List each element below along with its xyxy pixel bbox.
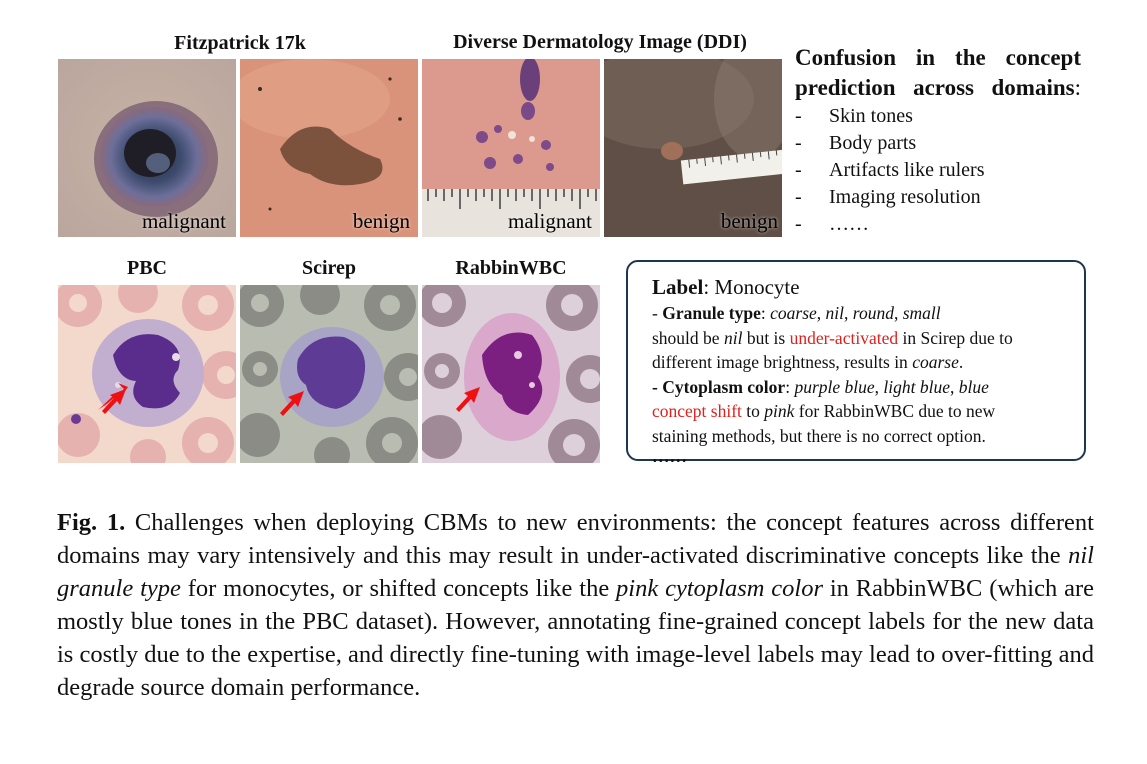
text: pink <box>764 401 795 421</box>
option: nil <box>825 303 845 323</box>
cytoplasm-color-line <box>652 375 1074 400</box>
label-key: Label <box>652 275 704 299</box>
pbc-title: PBC <box>127 257 167 279</box>
option: blue <box>958 376 989 397</box>
figure-caption <box>57 506 1094 704</box>
confusion-heading-text: Confusion in the concept prediction across domains <box>795 45 1081 100</box>
list-item: - …… <box>795 211 1095 238</box>
list-item: - Body parts <box>795 130 1095 157</box>
concept-shift-highlight: concept shift <box>652 401 742 421</box>
sep: , <box>893 303 903 323</box>
tile-label: benign <box>352 209 410 233</box>
box-ellipsis: …… <box>652 446 687 466</box>
text: for RabbinWBC due to new <box>794 401 996 421</box>
tile-label: malignant <box>508 209 592 233</box>
blood-image-rabbinwbc <box>422 285 600 463</box>
granule-explanation-line-2 <box>652 350 1074 375</box>
option: light blue <box>883 376 950 397</box>
caption-text: Challenges when deploying CBMs to new environments: the concept features across different domains may vary intensively and this may result in under-activated discriminative concepts like the <box>57 509 1094 569</box>
list-item: - Artifacts like rulers <box>795 157 1095 184</box>
skin-image-fitzpatrick-malignant <box>58 59 236 237</box>
granule-type-key: Granule type <box>662 303 761 323</box>
tile-label: malignant <box>142 209 226 233</box>
concept-explanation-box <box>626 260 1086 466</box>
sep: , <box>844 303 853 323</box>
caption-italic: nil granule type <box>57 542 1094 602</box>
skin-image-ddi-malignant <box>422 59 600 237</box>
caption-text: for monocytes, or shifted concepts like the <box>180 575 617 602</box>
granule-explanation-line-1 <box>652 326 1074 351</box>
scirep-title: Scirep <box>301 257 357 279</box>
sep: , <box>874 376 884 397</box>
tile-label: benign <box>720 209 778 233</box>
ddi-title: Diverse Dermatology Image (DDI) <box>453 31 747 53</box>
fitzpatrick-title: Fitzpatrick 17k <box>174 32 306 54</box>
option: purple blue <box>794 376 875 397</box>
blood-image-scirep <box>240 285 418 463</box>
text: should be <box>652 327 724 348</box>
colon: : <box>785 376 795 397</box>
under-activated-highlight: under-activated <box>789 327 899 348</box>
blood-image-pbc <box>58 285 236 463</box>
label-value: : Monocyte <box>703 275 800 299</box>
dash: - <box>652 303 663 323</box>
confusion-heading <box>795 43 1081 103</box>
box-label-line <box>652 273 1074 301</box>
text: to <box>741 401 765 421</box>
list-item: - Imaging resolution <box>795 184 1095 211</box>
confusion-list <box>795 103 1095 238</box>
list-item: - Skin tones <box>795 103 1095 130</box>
option: coarse <box>770 303 817 323</box>
text: in Scirep due to <box>898 327 1013 348</box>
option: round <box>852 303 894 323</box>
text: coarse <box>912 352 959 372</box>
text: . <box>958 352 964 372</box>
colon: : <box>760 303 771 323</box>
figure-number: Fig. 1. <box>57 509 126 536</box>
sep: , <box>816 303 826 323</box>
confusion-heading-colon: : <box>1074 75 1081 100</box>
caption-text: in RabbinWBC (which are mostly blue tones in the PBC dataset). However, annotating fine-grained concept labels for the new data is costly due to the expertise, and directly fine-tuning with image-level labels may lead to over-fitting and degrade source domain performance. <box>57 575 1094 701</box>
cytoplasm-explanation-line-2: staining methods, but there is no correct option. <box>652 425 986 446</box>
skin-image-ddi-benign <box>604 59 782 237</box>
granule-type-line <box>652 301 1074 326</box>
text: but is <box>742 327 790 348</box>
text: different image brightness, results in <box>652 352 913 372</box>
text: nil <box>723 327 743 348</box>
rabbinwbc-title: RabbinWBC <box>455 257 567 279</box>
cytoplasm-color-key: - Cytoplasm color <box>652 376 786 397</box>
sep: , <box>949 376 959 397</box>
cytoplasm-explanation-line-1 <box>652 399 1074 424</box>
option: small <box>902 303 941 323</box>
skin-image-fitzpatrick-benign <box>240 59 418 237</box>
caption-italic: pink cytoplasm color <box>616 575 823 602</box>
